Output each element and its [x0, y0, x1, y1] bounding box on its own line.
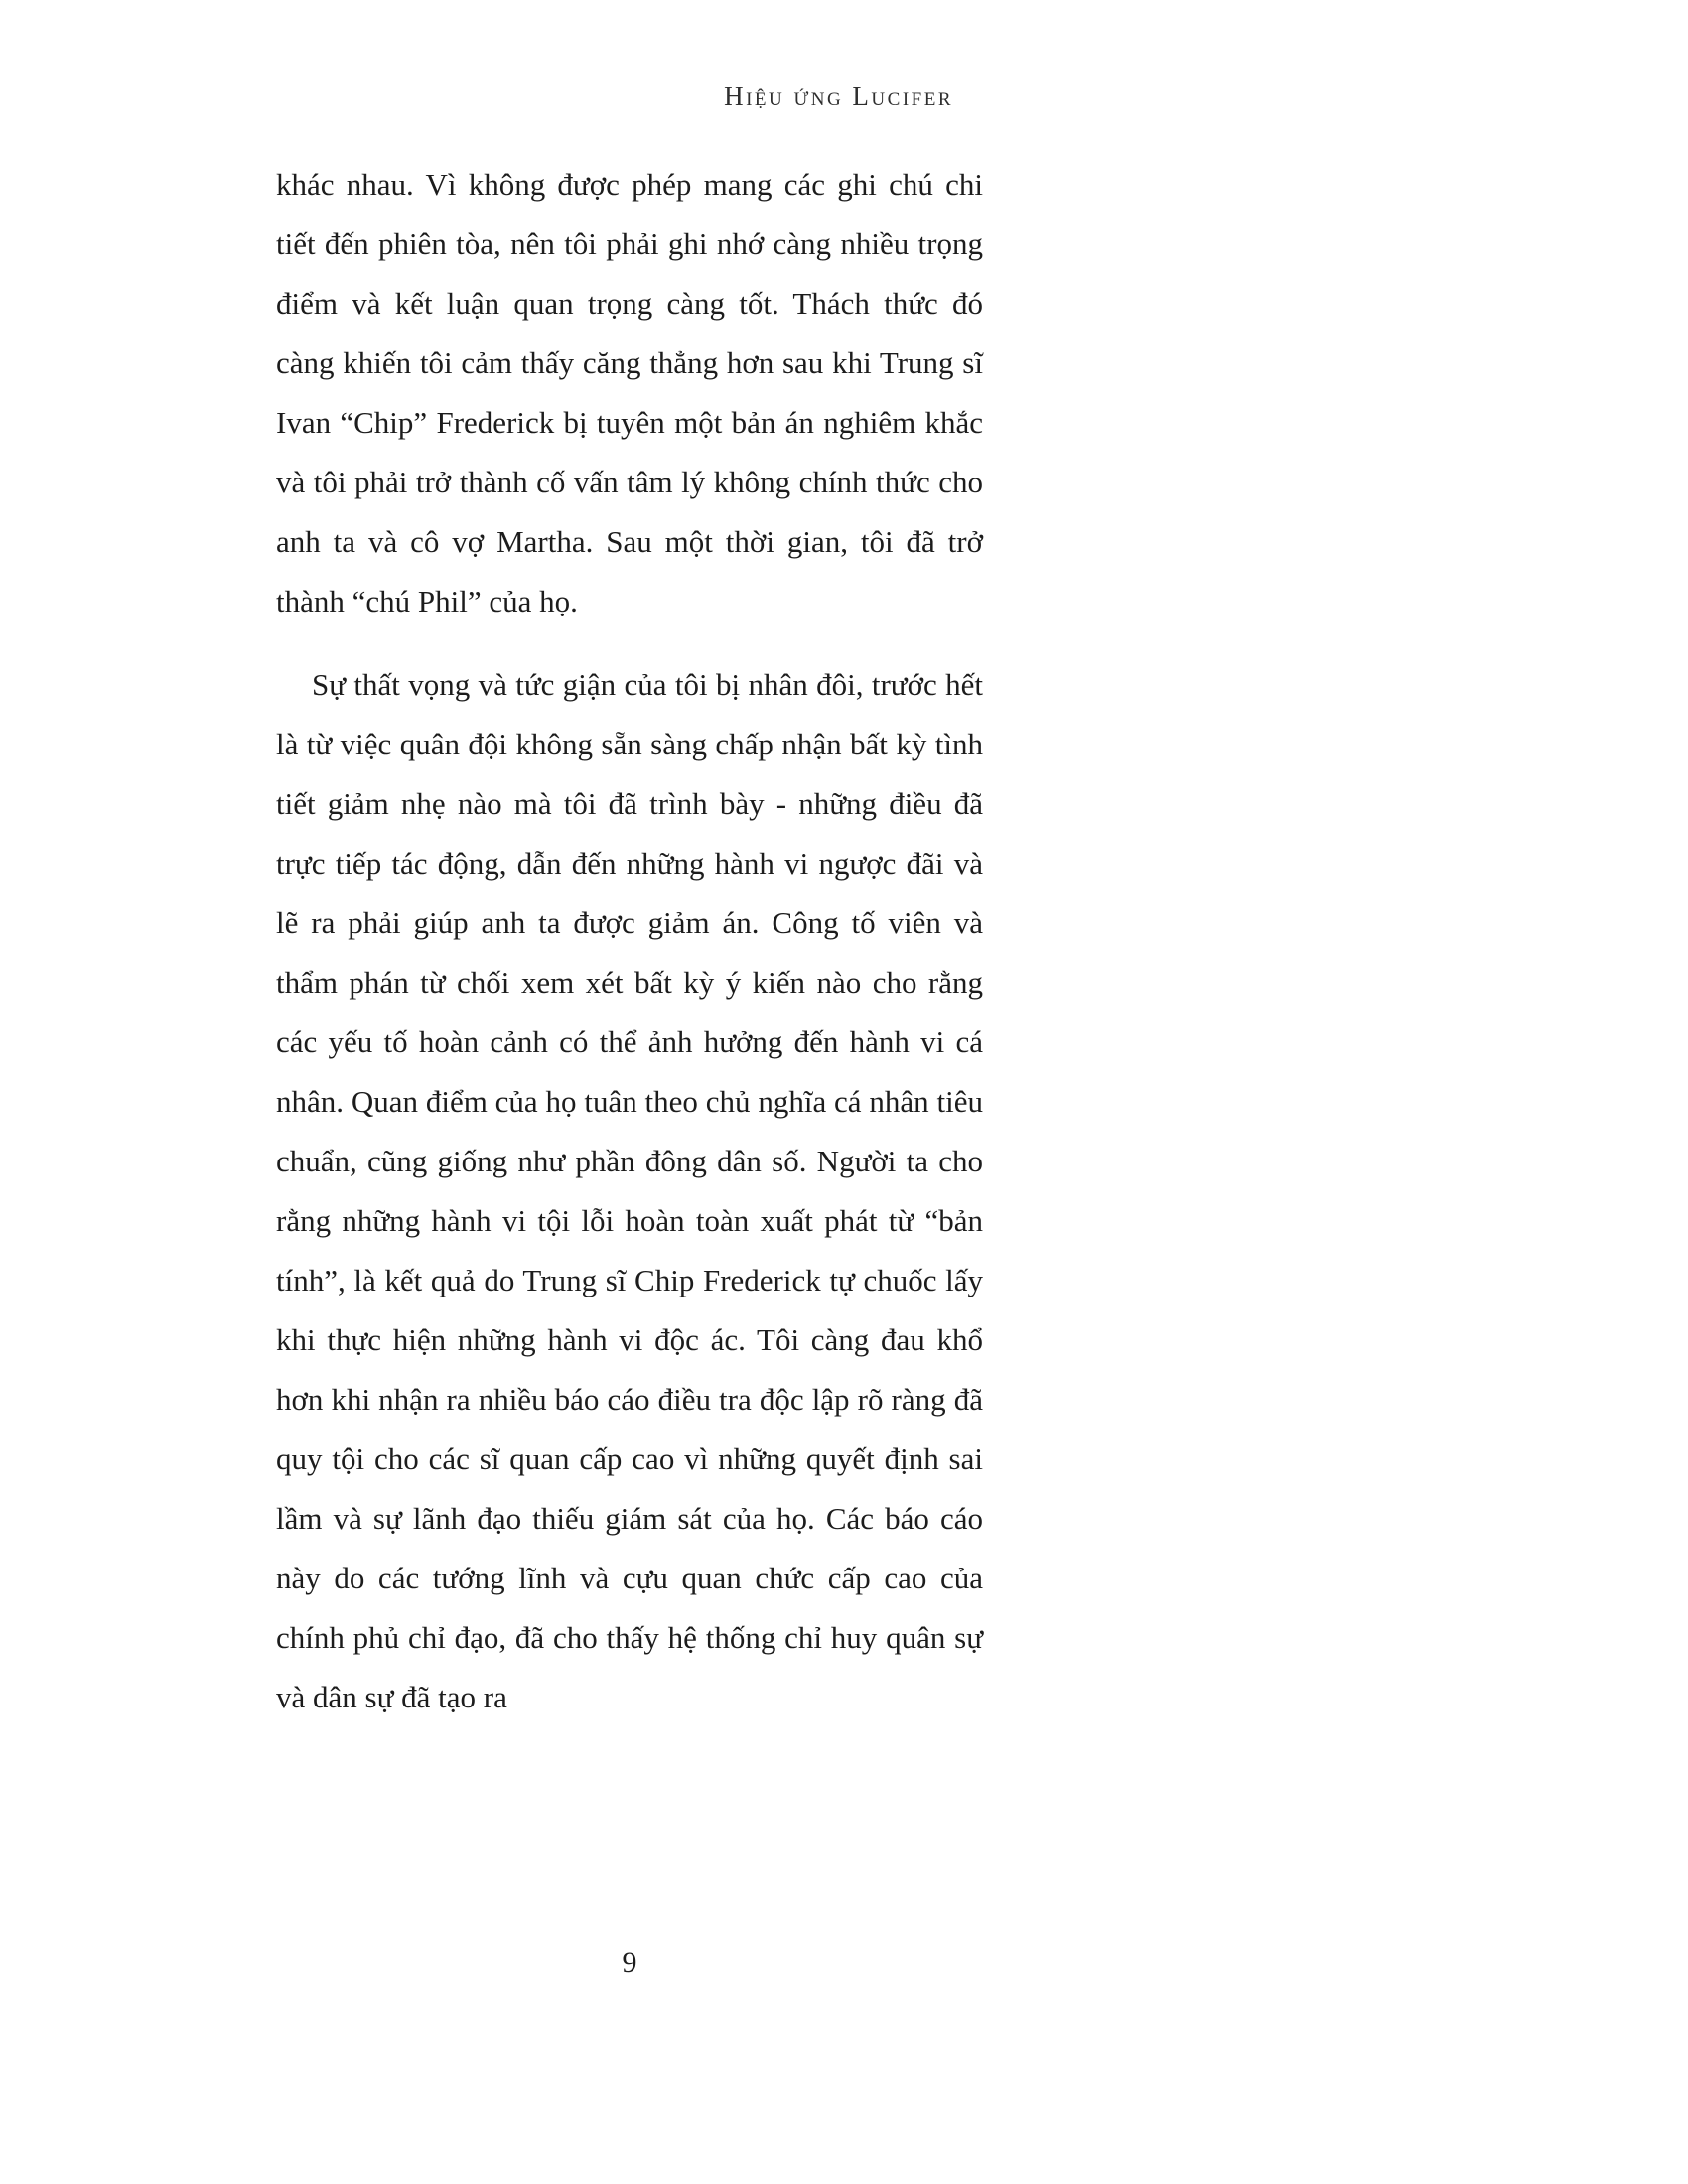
running-header: Hiệu ứng Lucifer [724, 81, 953, 111]
page-number: 9 [622, 1946, 637, 1979]
body-text [276, 155, 983, 1727]
paragraph: Sự thất vọng và tức giận của tôi bị nhân đôi, trước hết là từ việc quân đội không sẵn sàng chấp nhận bất kỳ tình tiết giảm nhẹ nào mà tôi đã trình bày - những điều đã trực tiếp tác động, dẫn đến những hành vi ngược đãi và lẽ ra phải giúp anh ta được giảm án. Công tố viên và thẩm phán từ chối xem xét bất kỳ ý kiến nào cho rằng các yếu tố hoàn cảnh có thể ảnh hưởng đến hành vi cá nhân. Quan điểm của họ tuân theo chủ nghĩa cá nhân tiêu chuẩn, cũng giống như phần đông dân số. Người ta cho rằng những hành vi tội lỗi hoàn toàn xuất phát từ “bản tính”, là kết quả do Trung sĩ Chip Frederick tự chuốc lấy khi thực hiện những hành vi độc ác. Tôi càng đau khổ hơn khi nhận ra nhiều báo cáo điều tra độc lập rõ ràng đã quy tội cho các sĩ quan cấp cao vì những quyết định sai lầm và sự lãnh đạo thiếu giám sát của họ. Các báo cáo này do các tướng lĩnh và cựu quan chức cấp cao của chính phủ chỉ đạo, đã cho thấy hệ thống chỉ huy quân sự và dân sự đã tạo ra [276, 667, 983, 1714]
paragraph-continuation: khác nhau. Vì không được phép mang các ghi chú chi tiết đến phiên tòa, nên tôi phải ghi nhớ càng nhiều trọng điểm và kết luận quan trọng càng tốt. Thách thức đó càng khiến tôi cảm thấy căng thẳng hơn sau khi Trung sĩ Ivan “Chip” Frederick bị tuyên một bản án nghiêm khắc và tôi phải trở thành cố vấn tâm lý không chính thức cho anh ta và cô vợ Martha. Sau một thời gian, tôi đã trở thành “chú Phil” của họ. [276, 167, 983, 618]
